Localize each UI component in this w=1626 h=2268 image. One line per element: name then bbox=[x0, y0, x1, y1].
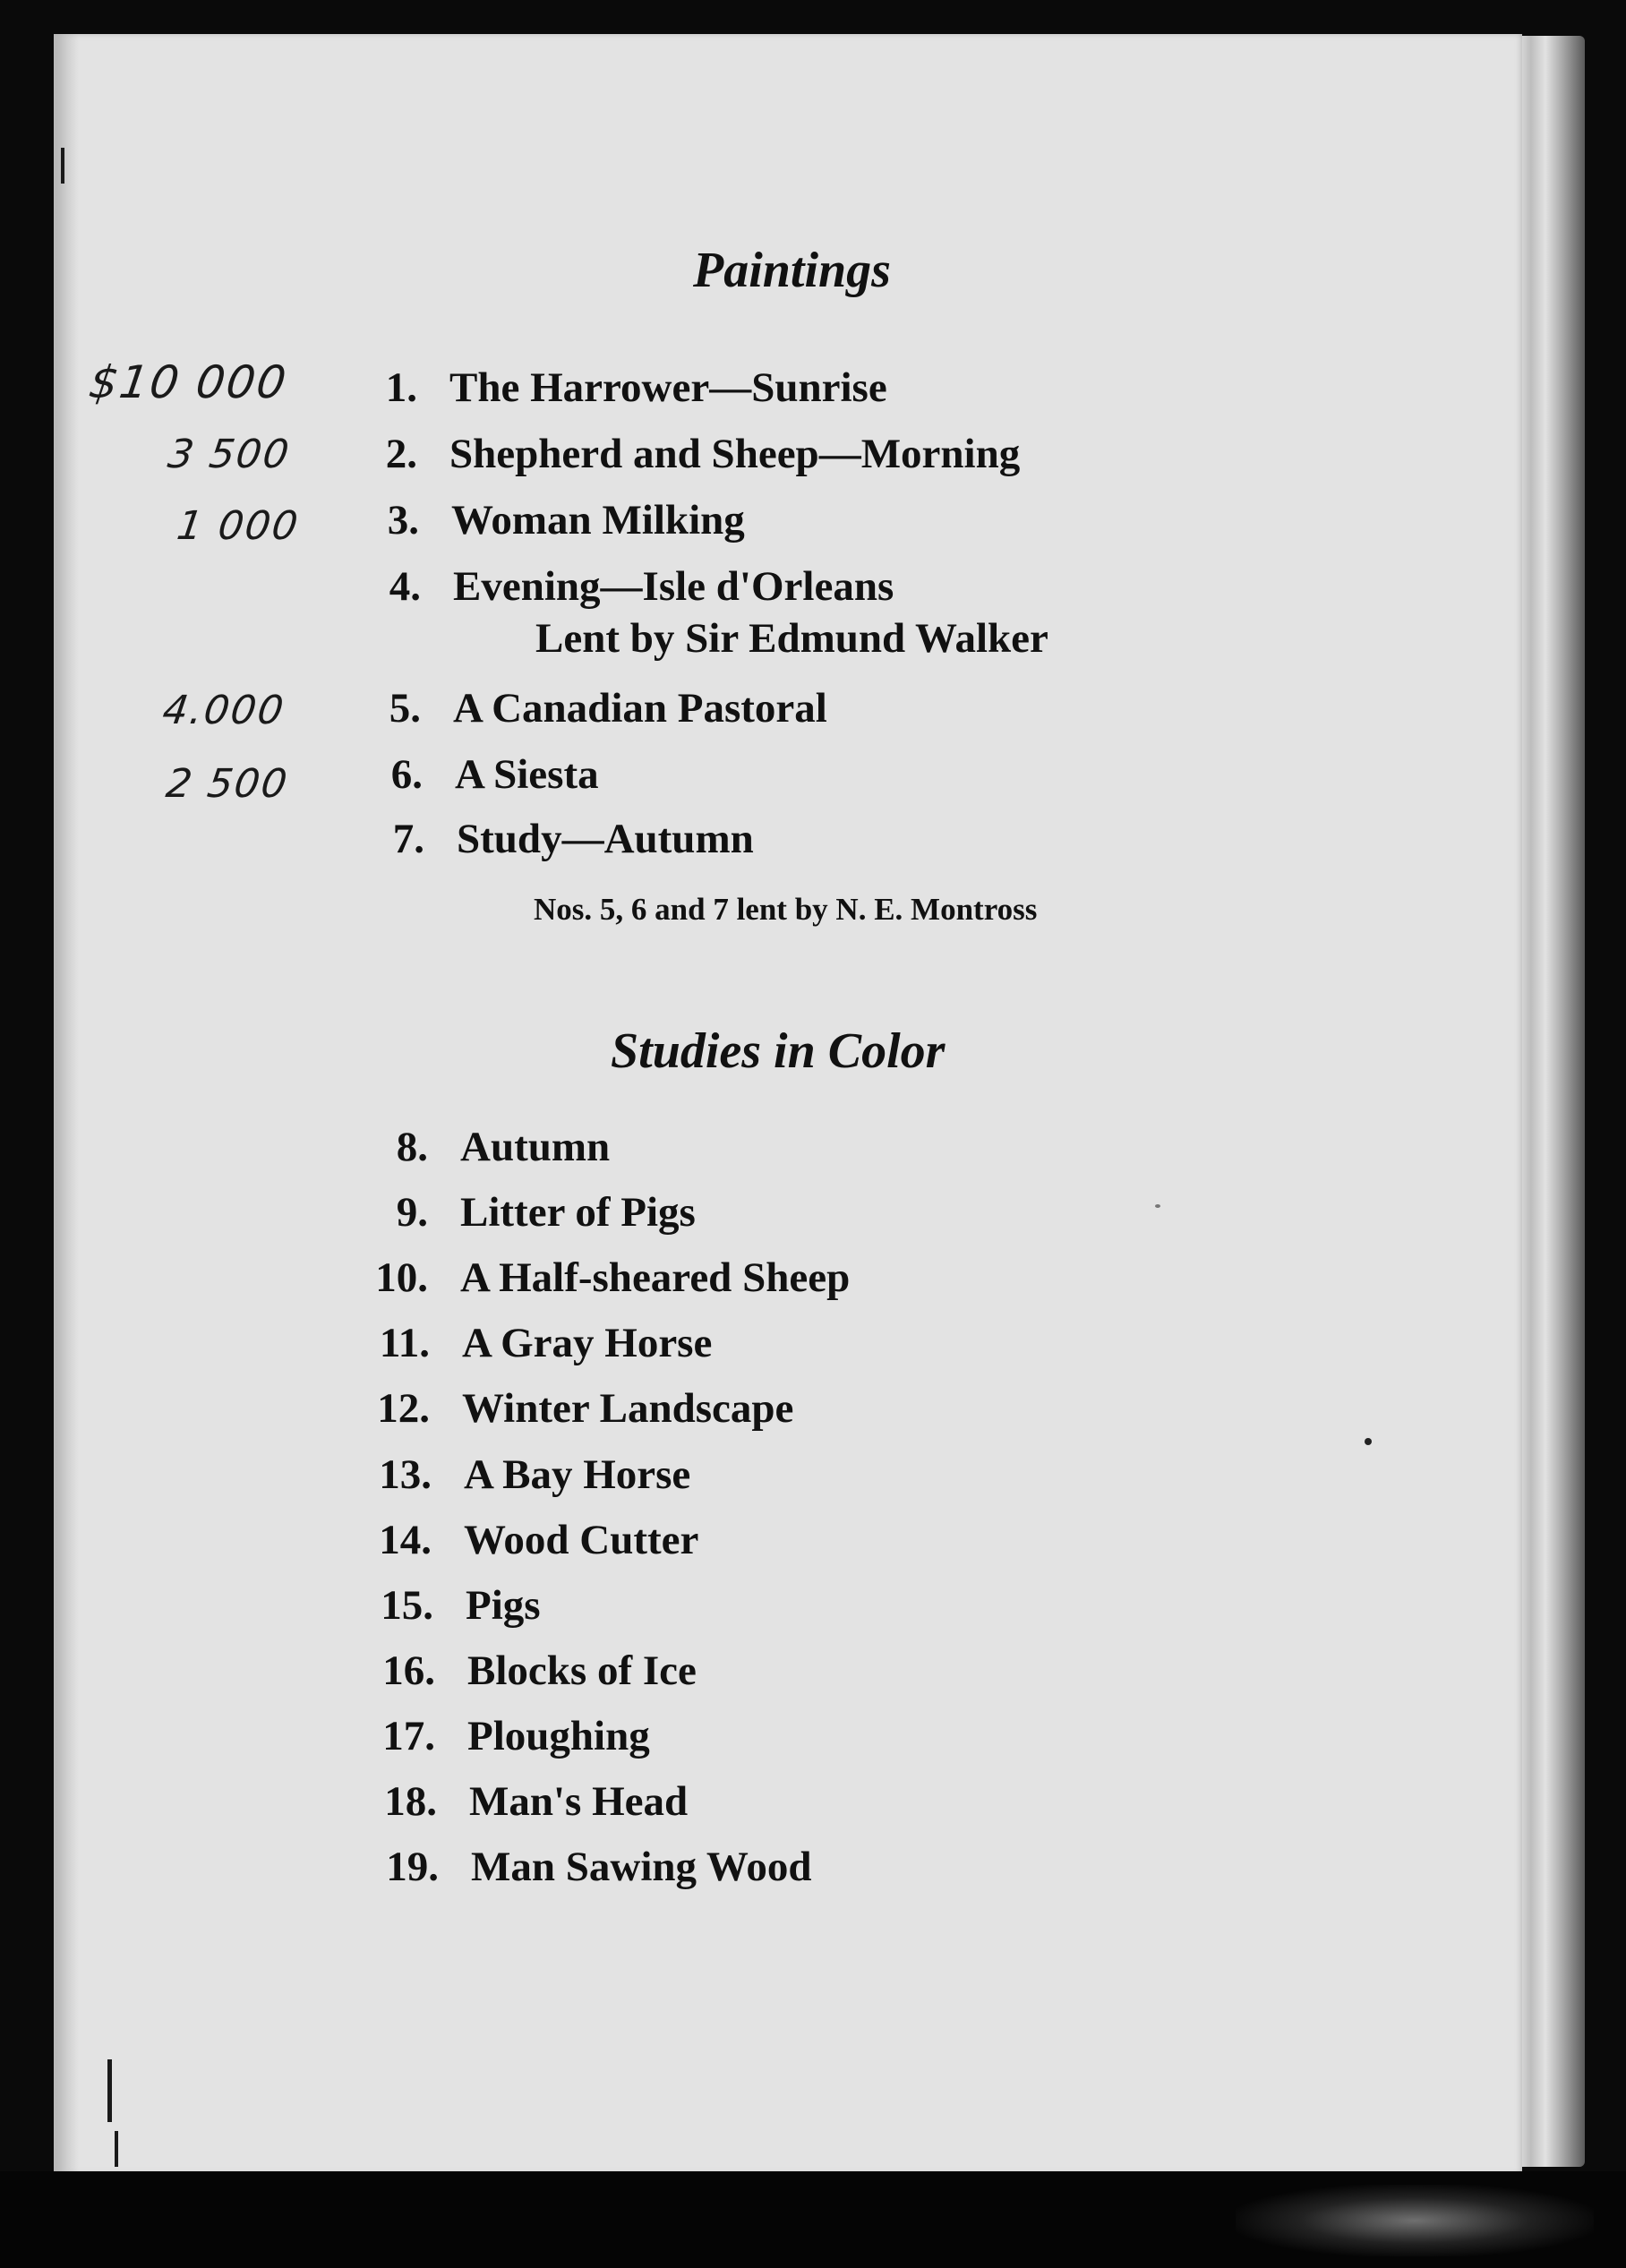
binding-mark bbox=[107, 2059, 112, 2122]
list-item bbox=[367, 1451, 690, 1499]
list-item bbox=[367, 1516, 698, 1564]
item-number: 16. bbox=[382, 1648, 435, 1694]
list-item bbox=[365, 1384, 793, 1433]
handwritten-price-item-3: 1 000 bbox=[174, 503, 303, 549]
item-number: 15. bbox=[381, 1582, 433, 1629]
item-number: 12. bbox=[377, 1385, 430, 1432]
item-title: Man Sawing Wood bbox=[471, 1844, 812, 1890]
item-number: 13. bbox=[379, 1451, 432, 1498]
item-number: 6. bbox=[390, 751, 423, 798]
handwritten-price-item-5: 4.000 bbox=[159, 688, 288, 733]
item-title: Litter of Pigs bbox=[460, 1189, 696, 1236]
list-item bbox=[364, 1188, 696, 1237]
item-title: A Half-sheared Sheep bbox=[460, 1254, 851, 1301]
item-title: Ploughing bbox=[467, 1713, 650, 1759]
list-item bbox=[371, 1647, 697, 1695]
list-item bbox=[376, 430, 1020, 478]
page-speck bbox=[1155, 1204, 1160, 1208]
list-item bbox=[364, 1123, 610, 1171]
item-number: 1. bbox=[385, 364, 417, 411]
item-number: 17. bbox=[382, 1713, 435, 1759]
list-item bbox=[372, 1777, 688, 1826]
item-number: 5. bbox=[389, 685, 421, 732]
item-title: Winter Landscape bbox=[462, 1385, 794, 1432]
item-title: A Siesta bbox=[455, 751, 599, 798]
item-number: 2. bbox=[385, 431, 417, 477]
item-title: Wood Cutter bbox=[464, 1517, 699, 1563]
item-number: 7. bbox=[392, 816, 424, 862]
scan-glare bbox=[1236, 2185, 1594, 2256]
lender-note: Nos. 5, 6 and 7 lent by N. E. Montross bbox=[534, 892, 1038, 927]
list-item bbox=[365, 1319, 712, 1367]
item-number: 19. bbox=[386, 1844, 439, 1890]
list-item bbox=[380, 562, 894, 611]
list-item bbox=[378, 496, 745, 544]
item-number: 10. bbox=[375, 1254, 428, 1301]
list-item bbox=[381, 750, 599, 799]
binding-mark bbox=[61, 148, 64, 184]
handwritten-price-item-1: $10 000 bbox=[85, 356, 291, 408]
list-item bbox=[364, 1254, 850, 1302]
item-number: 4. bbox=[389, 563, 421, 610]
list-item bbox=[371, 1712, 650, 1760]
item-number: 8. bbox=[396, 1124, 428, 1170]
list-item bbox=[369, 1581, 541, 1630]
item-title: Blocks of Ice bbox=[467, 1648, 697, 1694]
item-title: Study—Autumn bbox=[457, 816, 754, 862]
item-title: Woman Milking bbox=[451, 497, 745, 543]
item-title: Autumn bbox=[460, 1124, 611, 1170]
item-number: 9. bbox=[396, 1189, 428, 1236]
binding-mark bbox=[115, 2131, 118, 2167]
page-speck bbox=[1365, 1438, 1372, 1445]
list-item bbox=[376, 364, 887, 412]
item-title: Shepherd and Sheep—Morning bbox=[449, 431, 1021, 477]
item-lender: Lent by Sir Edmund Walker bbox=[535, 615, 1048, 662]
item-title: Pigs bbox=[466, 1582, 541, 1629]
item-title: A Canadian Pastoral bbox=[453, 685, 827, 732]
item-number: 11. bbox=[379, 1320, 430, 1366]
item-number: 3. bbox=[387, 497, 419, 543]
handwritten-price-item-6: 2 500 bbox=[163, 761, 292, 807]
item-number: 14. bbox=[379, 1517, 432, 1563]
item-title: The Harrower—Sunrise bbox=[449, 364, 887, 411]
list-item bbox=[374, 1843, 811, 1891]
handwritten-price-item-2: 3 500 bbox=[165, 432, 294, 477]
item-title: Evening—Isle d'Orleans bbox=[453, 563, 894, 610]
list-item bbox=[383, 815, 754, 863]
page-gutter-shadow bbox=[54, 34, 79, 2174]
section-title-studies: Studies in Color bbox=[611, 1023, 946, 1079]
item-title: Man's Head bbox=[469, 1778, 689, 1825]
item-number: 18. bbox=[384, 1778, 437, 1825]
item-title: A Gray Horse bbox=[462, 1320, 713, 1366]
section-title-paintings: Paintings bbox=[693, 243, 891, 298]
item-title: A Bay Horse bbox=[464, 1451, 691, 1498]
list-item bbox=[380, 684, 827, 732]
